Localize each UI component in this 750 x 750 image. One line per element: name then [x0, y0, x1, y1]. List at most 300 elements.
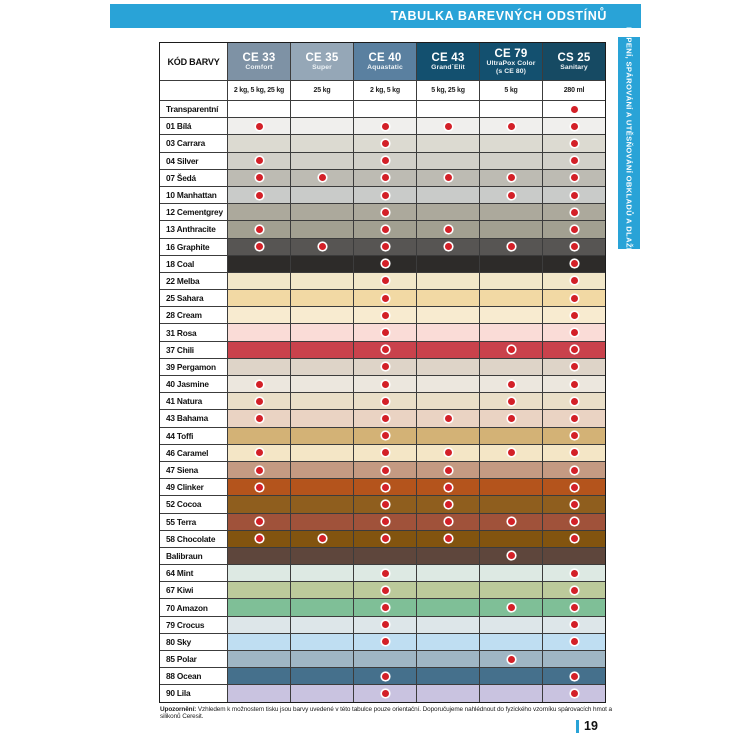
color-swatch-cell	[417, 668, 479, 684]
package-row-spacer	[160, 81, 227, 100]
color-swatch-cell	[417, 256, 479, 272]
color-swatch-cell	[228, 118, 290, 134]
color-swatch-cell	[417, 548, 479, 564]
availability-dot	[445, 484, 452, 491]
availability-dot	[571, 501, 578, 508]
package-size-cell: 5 kg	[480, 81, 542, 100]
color-swatch-cell	[543, 307, 605, 323]
color-code-label: 70 Amazon	[160, 599, 227, 615]
color-swatch-cell	[354, 668, 416, 684]
color-swatch-cell	[480, 239, 542, 255]
availability-dot	[571, 363, 578, 370]
availability-dot	[508, 656, 515, 663]
color-swatch-cell	[228, 548, 290, 564]
availability-dot	[382, 295, 389, 302]
package-size-cell: 5 kg, 25 kg	[417, 81, 479, 100]
product-code: CE 43	[431, 51, 465, 64]
color-swatch-cell	[228, 256, 290, 272]
availability-dot	[256, 226, 263, 233]
color-swatch-cell	[480, 668, 542, 684]
color-swatch-cell	[543, 479, 605, 495]
availability-dot	[256, 398, 263, 405]
package-size-cell: 2 kg, 5 kg	[354, 81, 416, 100]
availability-dot	[571, 621, 578, 628]
color-swatch-cell	[543, 462, 605, 478]
color-swatch-cell	[291, 273, 353, 289]
color-swatch-cell	[291, 221, 353, 237]
color-swatch-cell	[417, 651, 479, 667]
color-swatch-cell	[291, 531, 353, 547]
color-swatch-cell	[417, 118, 479, 134]
product-header-ce33	[228, 43, 290, 80]
availability-dot	[256, 518, 263, 525]
page-number-value: 19	[584, 719, 598, 733]
color-swatch-cell	[480, 548, 542, 564]
color-swatch-cell	[354, 445, 416, 461]
availability-dot	[382, 277, 389, 284]
availability-dot	[382, 673, 389, 680]
color-code-label: 31 Rosa	[160, 324, 227, 340]
product-header-ce43	[417, 43, 479, 80]
color-shade-table	[159, 42, 606, 703]
availability-dot	[571, 174, 578, 181]
color-swatch-cell	[354, 153, 416, 169]
color-swatch-cell	[291, 651, 353, 667]
color-swatch-cell	[543, 599, 605, 615]
color-swatch-cell	[228, 617, 290, 633]
color-code-label: Balibraun	[160, 548, 227, 564]
availability-dot	[382, 346, 389, 353]
color-swatch-cell	[291, 135, 353, 151]
availability-dot	[382, 209, 389, 216]
color-code-label: 12 Cementgrey	[160, 204, 227, 220]
color-swatch-cell	[228, 187, 290, 203]
availability-dot	[571, 587, 578, 594]
color-code-label: 90 Lila	[160, 685, 227, 701]
availability-dot	[256, 174, 263, 181]
color-swatch-cell	[354, 410, 416, 426]
page-title: TABULKA BAREVNÝCH ODSTÍNŮ	[390, 9, 607, 23]
color-swatch-cell	[480, 565, 542, 581]
availability-dot	[571, 398, 578, 405]
color-swatch-cell	[354, 204, 416, 220]
color-swatch-cell	[543, 273, 605, 289]
color-swatch-cell	[291, 428, 353, 444]
color-swatch-cell	[417, 393, 479, 409]
color-swatch-cell	[228, 685, 290, 701]
color-swatch-cell	[291, 565, 353, 581]
color-swatch-cell	[543, 634, 605, 650]
chapter-side-tab	[618, 26, 640, 260]
color-swatch-cell	[228, 514, 290, 530]
footnote	[160, 706, 620, 720]
color-swatch-cell	[480, 170, 542, 186]
color-code-label: 37 Chili	[160, 342, 227, 358]
color-swatch-cell	[480, 514, 542, 530]
availability-dot	[382, 587, 389, 594]
availability-dot	[382, 518, 389, 525]
availability-dot	[571, 346, 578, 353]
availability-dot	[571, 312, 578, 319]
color-code-label: 13 Anthracite	[160, 221, 227, 237]
color-swatch-cell	[543, 376, 605, 392]
color-swatch-cell	[417, 187, 479, 203]
color-swatch-cell	[228, 445, 290, 461]
color-swatch-cell	[417, 342, 479, 358]
color-swatch-cell	[417, 599, 479, 615]
color-swatch-cell	[354, 462, 416, 478]
color-swatch-cell	[543, 617, 605, 633]
color-code-label: 46 Caramel	[160, 445, 227, 461]
color-swatch-cell	[291, 342, 353, 358]
product-code: CE 40	[368, 51, 402, 64]
color-swatch-cell	[354, 101, 416, 117]
color-swatch-cell	[228, 582, 290, 598]
color-swatch-cell	[354, 290, 416, 306]
color-code-label: 01 Bílá	[160, 118, 227, 134]
availability-dot	[382, 243, 389, 250]
color-swatch-cell	[480, 531, 542, 547]
color-swatch-cell	[480, 290, 542, 306]
product-header-cs25	[543, 43, 605, 80]
color-swatch-cell	[291, 410, 353, 426]
color-swatch-cell	[417, 135, 479, 151]
color-swatch-cell	[291, 496, 353, 512]
color-swatch-cell	[417, 617, 479, 633]
availability-dot	[382, 432, 389, 439]
color-swatch-cell	[480, 256, 542, 272]
color-swatch-cell	[543, 496, 605, 512]
availability-dot	[445, 226, 452, 233]
availability-dot	[382, 484, 389, 491]
availability-dot	[571, 226, 578, 233]
color-swatch-cell	[543, 514, 605, 530]
color-swatch-cell	[417, 582, 479, 598]
color-swatch-cell	[354, 479, 416, 495]
availability-dot	[382, 192, 389, 199]
product-name: Aquastatic	[367, 63, 403, 71]
color-swatch-cell	[228, 135, 290, 151]
color-code-label: 04 Silver	[160, 153, 227, 169]
product-name: Super	[312, 63, 332, 71]
color-swatch-cell	[291, 479, 353, 495]
color-swatch-cell	[291, 153, 353, 169]
product-code: CS 25	[557, 51, 591, 64]
availability-dot	[382, 174, 389, 181]
color-swatch-cell	[417, 531, 479, 547]
color-swatch-cell	[291, 462, 353, 478]
product-code: CE 79	[494, 48, 528, 61]
availability-dot	[508, 192, 515, 199]
color-swatch-cell	[543, 582, 605, 598]
color-swatch-cell	[291, 170, 353, 186]
availability-dot	[571, 192, 578, 199]
color-swatch-cell	[543, 342, 605, 358]
availability-dot	[571, 209, 578, 216]
color-swatch-cell	[417, 170, 479, 186]
availability-dot	[571, 535, 578, 542]
color-swatch-cell	[480, 307, 542, 323]
availability-dot	[382, 690, 389, 697]
color-swatch-cell	[480, 204, 542, 220]
color-swatch-cell	[354, 428, 416, 444]
availability-dot	[382, 123, 389, 130]
color-swatch-cell	[291, 668, 353, 684]
color-swatch-cell	[480, 651, 542, 667]
color-swatch-cell	[291, 204, 353, 220]
color-swatch-cell	[480, 376, 542, 392]
color-swatch-cell	[417, 221, 479, 237]
color-swatch-cell	[480, 393, 542, 409]
color-swatch-cell	[354, 376, 416, 392]
availability-dot	[571, 243, 578, 250]
availability-dot	[382, 501, 389, 508]
color-code-label: 64 Mint	[160, 565, 227, 581]
availability-dot	[382, 570, 389, 577]
product-header-ce40	[354, 43, 416, 80]
chapter-side-tab-label: LEPENÍ, SPÁROVÁNÍ A UTĚSŇOVÁNÍ OBKLADŮ A DLAŽBY	[624, 26, 634, 260]
color-swatch-cell	[417, 324, 479, 340]
color-swatch-cell	[417, 685, 479, 701]
availability-dot	[445, 467, 452, 474]
color-swatch-cell	[291, 548, 353, 564]
color-swatch-cell	[228, 342, 290, 358]
color-code-label: 49 Clinker	[160, 479, 227, 495]
color-code-label: 18 Coal	[160, 256, 227, 272]
color-swatch-cell	[543, 445, 605, 461]
color-code-label: 44 Toffi	[160, 428, 227, 444]
availability-dot	[382, 329, 389, 336]
color-swatch-cell	[480, 462, 542, 478]
package-size-cell: 25 kg	[291, 81, 353, 100]
color-swatch-cell	[228, 290, 290, 306]
availability-dot	[571, 157, 578, 164]
color-swatch-cell	[417, 239, 479, 255]
color-swatch-cell	[354, 496, 416, 512]
availability-dot	[319, 243, 326, 250]
color-swatch-cell	[291, 101, 353, 117]
color-swatch-cell	[543, 256, 605, 272]
availability-dot	[382, 157, 389, 164]
color-swatch-cell	[291, 445, 353, 461]
color-swatch-cell	[480, 324, 542, 340]
color-code-label: 22 Melba	[160, 273, 227, 289]
color-swatch-cell	[291, 685, 353, 701]
availability-dot	[508, 552, 515, 559]
color-swatch-cell	[354, 599, 416, 615]
color-swatch-cell	[480, 273, 542, 289]
color-swatch-cell	[228, 599, 290, 615]
color-code-label: 43 Bahama	[160, 410, 227, 426]
page-number	[576, 719, 598, 733]
color-swatch-cell	[543, 393, 605, 409]
color-swatch-cell	[480, 187, 542, 203]
code-column-header: KÓD BARVY	[160, 43, 227, 80]
color-swatch-cell	[543, 239, 605, 255]
availability-dot	[571, 449, 578, 456]
availability-dot	[382, 381, 389, 388]
color-swatch-cell	[354, 221, 416, 237]
color-swatch-cell	[354, 307, 416, 323]
color-swatch-cell	[354, 342, 416, 358]
footnote-label: Upozornění:	[160, 706, 197, 713]
color-swatch-cell	[480, 221, 542, 237]
color-swatch-cell	[228, 462, 290, 478]
color-swatch-cell	[291, 599, 353, 615]
color-swatch-cell	[354, 685, 416, 701]
availability-dot	[382, 621, 389, 628]
color-code-label: 25 Sahara	[160, 290, 227, 306]
color-swatch-cell	[354, 187, 416, 203]
color-swatch-cell	[228, 393, 290, 409]
color-swatch-cell	[228, 428, 290, 444]
availability-dot	[571, 123, 578, 130]
color-swatch-cell	[543, 531, 605, 547]
availability-dot	[382, 638, 389, 645]
package-size-cell: 280 ml	[543, 81, 605, 100]
color-swatch-cell	[228, 359, 290, 375]
color-swatch-cell	[228, 668, 290, 684]
availability-dot	[382, 604, 389, 611]
availability-dot	[571, 570, 578, 577]
availability-dot	[571, 673, 578, 680]
color-swatch-cell	[480, 685, 542, 701]
availability-dot	[571, 260, 578, 267]
color-code-label: 47 Siena	[160, 462, 227, 478]
availability-dot	[571, 381, 578, 388]
color-swatch-cell	[354, 565, 416, 581]
availability-dot	[256, 467, 263, 474]
availability-dot	[571, 690, 578, 697]
color-swatch-cell	[354, 634, 416, 650]
color-swatch-cell	[228, 239, 290, 255]
color-swatch-cell	[354, 393, 416, 409]
color-swatch-cell	[480, 599, 542, 615]
color-code-label: 40 Jasmine	[160, 376, 227, 392]
color-swatch-cell	[354, 118, 416, 134]
color-swatch-cell	[228, 410, 290, 426]
color-swatch-cell	[228, 565, 290, 581]
color-swatch-cell	[417, 376, 479, 392]
color-swatch-cell	[417, 634, 479, 650]
availability-dot	[382, 467, 389, 474]
color-swatch-cell	[417, 101, 479, 117]
availability-dot	[319, 174, 326, 181]
product-name-2: (s CE 80)	[496, 67, 526, 75]
color-code-label: Transparentní	[160, 101, 227, 117]
color-swatch-cell	[417, 204, 479, 220]
product-code: CE 35	[305, 51, 339, 64]
color-swatch-cell	[417, 445, 479, 461]
color-swatch-cell	[480, 118, 542, 134]
color-swatch-cell	[480, 496, 542, 512]
availability-dot	[508, 518, 515, 525]
color-code-label: 16 Graphite	[160, 239, 227, 255]
color-code-label: 88 Ocean	[160, 668, 227, 684]
color-swatch-cell	[228, 376, 290, 392]
availability-dot	[256, 484, 263, 491]
color-swatch-cell	[228, 221, 290, 237]
color-swatch-cell	[291, 256, 353, 272]
availability-dot	[445, 518, 452, 525]
availability-dot	[256, 415, 263, 422]
availability-dot	[571, 432, 578, 439]
color-swatch-cell	[291, 393, 353, 409]
availability-dot	[256, 449, 263, 456]
color-swatch-cell	[228, 479, 290, 495]
product-name: Sanitary	[560, 63, 588, 71]
color-code-label: 39 Pergamon	[160, 359, 227, 375]
color-code-label: 67 Kiwi	[160, 582, 227, 598]
color-swatch-cell	[543, 221, 605, 237]
color-swatch-cell	[291, 582, 353, 598]
availability-dot	[445, 123, 452, 130]
color-swatch-cell	[228, 204, 290, 220]
availability-dot	[256, 123, 263, 130]
product-code: CE 33	[242, 51, 276, 64]
availability-dot	[571, 484, 578, 491]
color-swatch-cell	[417, 153, 479, 169]
color-swatch-cell	[291, 324, 353, 340]
color-code-label: 52 Cocoa	[160, 496, 227, 512]
color-swatch-cell	[417, 290, 479, 306]
availability-dot	[508, 604, 515, 611]
availability-dot	[382, 260, 389, 267]
color-swatch-cell	[291, 290, 353, 306]
availability-dot	[508, 415, 515, 422]
product-header-ce35	[291, 43, 353, 80]
color-swatch-cell	[480, 359, 542, 375]
color-swatch-cell	[480, 634, 542, 650]
availability-dot	[445, 501, 452, 508]
color-swatch-cell	[228, 307, 290, 323]
color-swatch-cell	[480, 582, 542, 598]
product-name: Comfort	[245, 63, 273, 71]
color-swatch-cell	[228, 324, 290, 340]
availability-dot	[508, 243, 515, 250]
availability-dot	[382, 312, 389, 319]
availability-dot	[319, 535, 326, 542]
color-swatch-cell	[417, 496, 479, 512]
color-swatch-cell	[291, 118, 353, 134]
availability-dot	[445, 174, 452, 181]
availability-dot	[571, 467, 578, 474]
color-swatch-cell	[543, 153, 605, 169]
color-swatch-cell	[291, 617, 353, 633]
availability-dot	[508, 174, 515, 181]
availability-dot	[571, 329, 578, 336]
color-swatch-cell	[417, 273, 479, 289]
color-swatch-cell	[543, 118, 605, 134]
color-swatch-cell	[291, 634, 353, 650]
color-swatch-cell	[354, 514, 416, 530]
product-header-ce79	[480, 43, 542, 80]
color-swatch-cell	[417, 462, 479, 478]
color-code-label: 85 Polar	[160, 651, 227, 667]
color-swatch-cell	[543, 204, 605, 220]
availability-dot	[256, 535, 263, 542]
color-swatch-cell	[480, 153, 542, 169]
color-swatch-cell	[480, 428, 542, 444]
availability-dot	[508, 398, 515, 405]
color-swatch-cell	[228, 531, 290, 547]
color-swatch-cell	[291, 187, 353, 203]
color-swatch-cell	[543, 324, 605, 340]
color-swatch-cell	[354, 239, 416, 255]
color-swatch-cell	[480, 479, 542, 495]
color-swatch-cell	[543, 101, 605, 117]
color-swatch-cell	[480, 101, 542, 117]
